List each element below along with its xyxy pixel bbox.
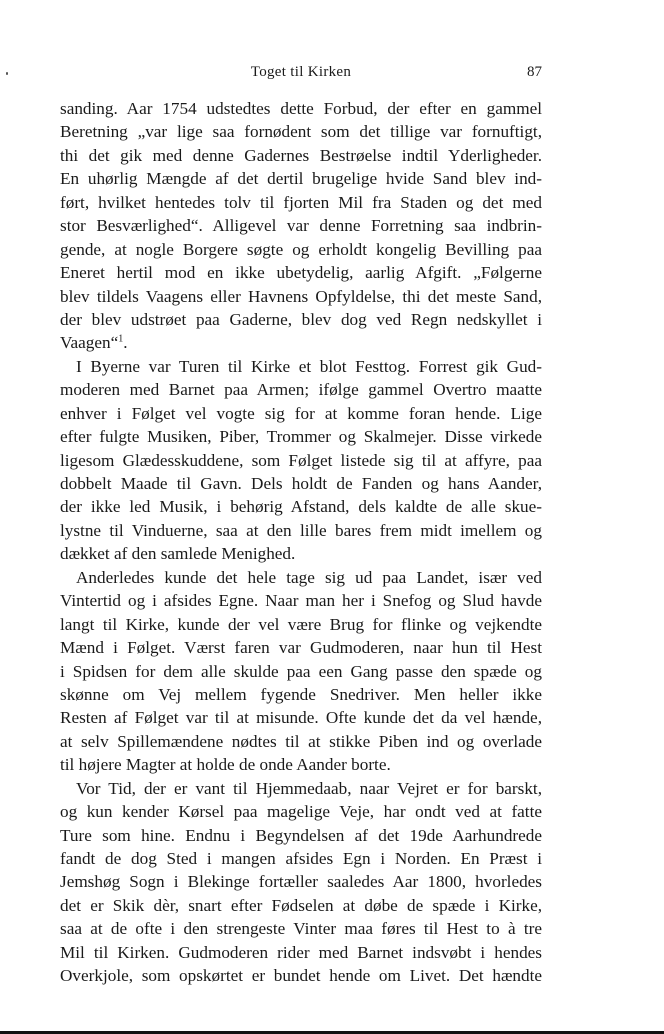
text-line: moderen med Barnet paa Armen; ifølge gammel Overtro maatte <box>60 380 542 400</box>
text-line: saa at de ofte i den strengeste Vinter maa føres til Hest to à tre <box>60 919 542 939</box>
text-line: blev tildels Vaagens eller Havnens Opfyldelse, thi det meste Sand, <box>60 286 542 306</box>
text-line: Anderledes kunde det hele tage sig ud paa Landet, især ved <box>76 567 542 587</box>
text-line: til højere Magter at holde de onde Aander borte. <box>60 755 391 775</box>
text-line: En uhørlig Mængde af det dertil brugelige hvide Sand blev ind- <box>60 169 542 189</box>
text-line: der blev udstrøet paa Gaderne, blev dog ved Regn nedskyllet i <box>60 309 542 329</box>
text-line: og kun kender Kørsel paa magelige Veje, har ondt ved at fatte <box>60 802 542 822</box>
text-line: dobbelt Maade til Gavn. Dels holdt de Fanden og hans Aander, <box>60 474 542 493</box>
text-line: enhver i Følget vel vogte sig for at komme foran hende. Lige <box>60 403 542 423</box>
text-line: I Byerne var Turen til Kirke et blot Festtog. Forrest gik Gud- <box>76 356 542 376</box>
text-line: Beretning „var lige saa fornødent som det tillige var fornuftigt, <box>60 122 542 142</box>
page-number: 87 <box>527 64 542 80</box>
text-line: sanding. Aar 1754 udstedtes dette Forbud, der efter en gammel <box>60 99 542 118</box>
footnote-marker: 1 <box>118 333 124 345</box>
text-line: ligesom Glædesskuddene, som Følget listede sig til at affyre, paa <box>60 450 542 470</box>
text-line: Overkjole, som opskørtet er bundet hende om Livet. Det hændte <box>60 966 542 986</box>
text-line: i Spidsen for dem alle skulde paa een Gang passe den spæde og <box>60 661 542 681</box>
text-line: thi det gik med denne Gadernes Bestrøelse indtil Yderligheder. <box>60 145 542 165</box>
running-title: Toget til Kirken <box>250 64 352 80</box>
text-line: langt til Kirke, kunde der vel være Brug for flinke og vejkendte <box>60 614 542 634</box>
line-end: . <box>123 333 128 353</box>
text-line: efter fulgte Musiken, Piber, Trommer og Skalmejer. Disse virkede <box>60 427 542 447</box>
print-speck <box>6 72 8 75</box>
text-line: dækket af den samlede Menighed. <box>60 544 296 564</box>
body-text <box>60 97 542 988</box>
text-line: gende, at nogle Borgere søgte og erholdt kongelig Bevilling paa <box>60 239 542 259</box>
text-line: Ture som hine. Endnu i Begyndelsen af det 19de Aarhundrede <box>60 825 542 845</box>
text-line: Eneret hertil mod en ikke ubetydelig, aarlig Afgift. „Følgerne <box>60 263 542 283</box>
text-line: det er Skik dèr, snart efter Fødselen at døbe de spæde i Kirke, <box>60 895 542 915</box>
text-line: Resten af Følget var til at misunde. Ofte kunde det da vel hænde, <box>60 708 542 728</box>
page-header <box>60 64 542 86</box>
text-line: Vor Tid, der er vant til Hjemmedaab, naar Vejret er for barskt, <box>76 778 542 798</box>
text-line: stor Besværlighed“. Alligevel var denne Forretning saa indbrin- <box>60 216 542 236</box>
text-line: at selv Spillemændene nødtes til at stikke Piben ind og overlade <box>60 731 542 751</box>
text-line: Vintertid og i afsides Egne. Naar man her i Snefog og Slud havde <box>60 591 542 611</box>
text-line: fandt de dog Sted i mangen afsides Egn i Norden. En Præst i <box>60 849 542 868</box>
text-line <box>60 331 542 354</box>
text-line: ført, hvilket hentedes tolv til fjorten Mil fra Staden og det med <box>60 192 542 212</box>
text-line: lystne til Vinduerne, saa at den lille bares frem midt imellem og <box>60 520 542 540</box>
line-text: Vaagen“ <box>60 333 119 353</box>
text-line: der ikke led Musik, i behørig Afstand, dels kaldte de alle skue- <box>60 497 542 517</box>
text-line: Jemshøg Sogn i Blekinge fortæller saaledes Aar 1800, hvorledes <box>60 872 542 892</box>
text-line: skønne om Vej mellem fygende Snedriver. Men heller ikke <box>60 684 542 704</box>
text-line: Mil til Kirken. Gudmoderen rider med Barnet indsvøbt i hendes <box>60 942 542 962</box>
text-line: Mænd i Følget. Værst faren var Gudmoderen, naar hun til Hest <box>60 638 542 658</box>
